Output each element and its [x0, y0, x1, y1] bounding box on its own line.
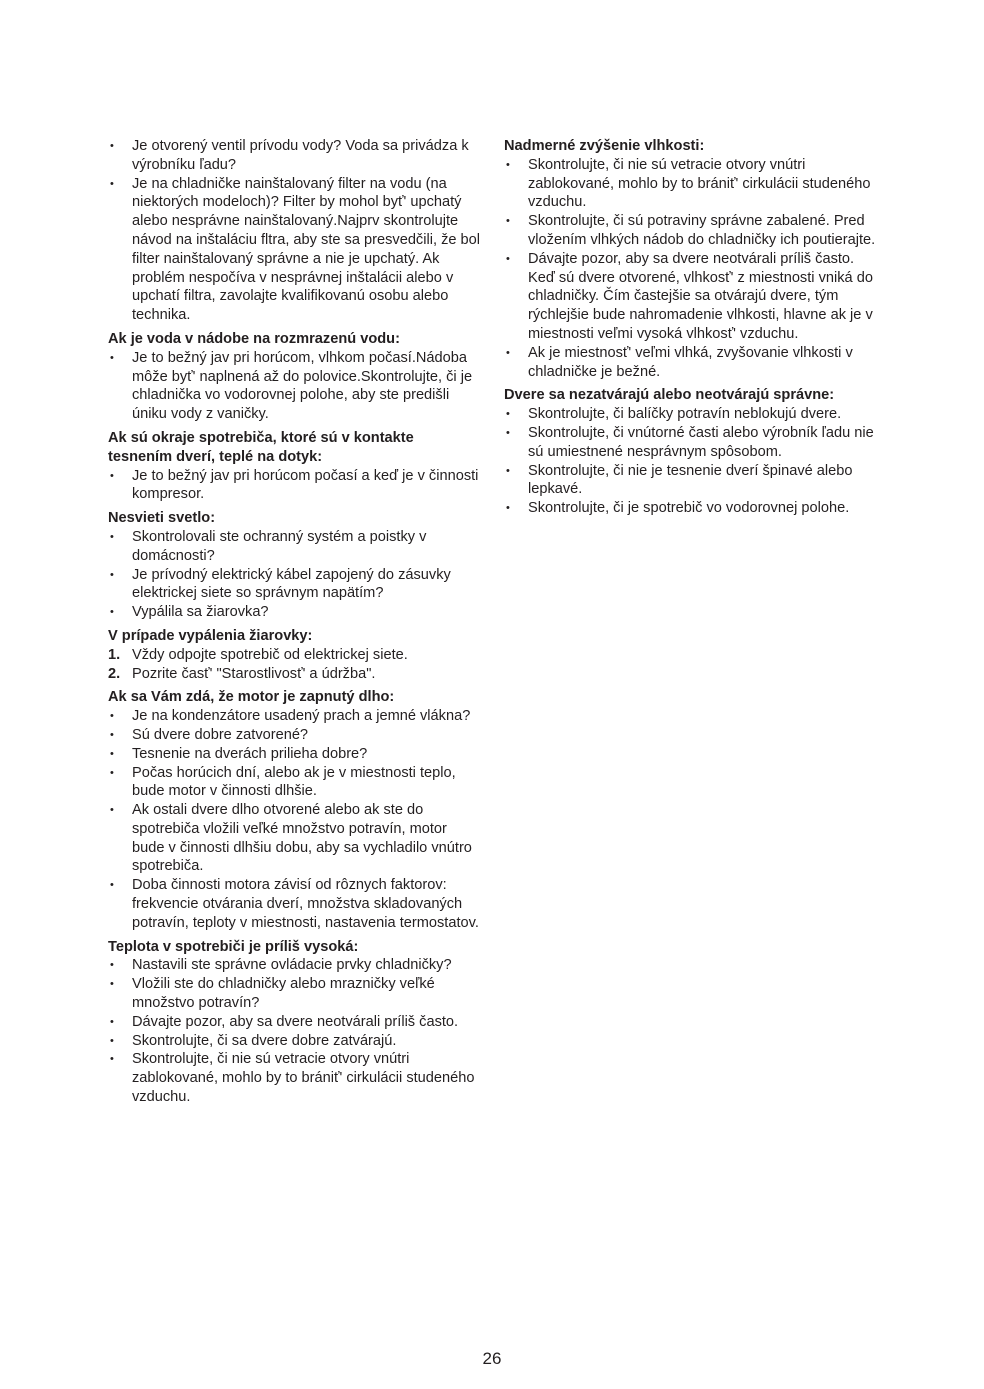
bullet-icon: •: [110, 568, 114, 581]
list-item-text: Skontrolujte, či nie sú vetracie otvory vnútri zablokované, mohlo by to brániť' cirkulácii studeného vzduchu.: [132, 1051, 475, 1106]
section-heading: Dvere sa nezatvárajú alebo neotvárajú správne:: [504, 387, 835, 404]
list-item: [108, 467, 480, 505]
bullet-icon: •: [110, 1053, 114, 1066]
list-item-text: Skontrolujte, či nie je tesnenie dverí špinavé alebo lepkavé.: [528, 462, 853, 498]
bullet-icon: •: [110, 140, 114, 152]
bullet-icon: •: [506, 346, 510, 359]
list-item: [108, 707, 480, 726]
list-item: [108, 876, 480, 932]
list-item-text: Skontrolujte, či vnútorné časti alebo výrobník ľadu nie sú umiestnené nesprávnym spôsobom.: [528, 424, 874, 460]
list-item-text: Tesnenie na dverách prilieha dobre?: [132, 745, 368, 762]
list-item: [108, 975, 480, 1013]
list-item: [108, 137, 480, 175]
bullet-list: [108, 956, 480, 1106]
bullet-icon: •: [110, 530, 114, 543]
bullet-list: [108, 707, 480, 933]
bullet-icon: •: [110, 879, 114, 892]
bullet-list: [108, 528, 480, 622]
list-item-text: Skontrolujte, či sú potraviny správne zabalené. Pred vložením vlhkých nádob do chladničky ich poutierajte.: [528, 213, 876, 248]
list-item-text: Pozrite časť' "Starostlivosť' a údržba".: [132, 665, 376, 682]
list-item: [108, 349, 480, 424]
section-intro: [108, 137, 480, 325]
bullet-icon: •: [110, 1034, 114, 1047]
bullet-icon: •: [506, 252, 510, 265]
list-item: [504, 462, 880, 500]
section-heading: Ak sa Vám zdá, že motor je zapnutý dlho:: [108, 689, 395, 706]
bullet-icon: •: [110, 177, 114, 190]
section-teplota-v-spotrebici-je-prilis-vysoka: [108, 938, 480, 1107]
item-number: 1.: [108, 646, 121, 663]
bullet-icon: •: [506, 502, 510, 515]
bullet-list: [504, 405, 880, 518]
bullet-icon: •: [110, 804, 114, 817]
list-item-text: Skontrolujte, či balíčky potravín neblokujú dvere.: [528, 406, 842, 423]
section-heading: Teplota v spotrebiči je príliš vysoká:: [108, 938, 359, 955]
section-nesvieti-svetlo: [108, 509, 480, 622]
list-item-text: Vložili ste do chladničky alebo mrazničky veľké množstvo potravín?: [132, 976, 435, 1012]
list-item-text: Je prívodný elektrický kábel zapojený do zásuvky elektrickej siete so správnym napätím?: [132, 566, 451, 602]
list-item-text: Skontrolovali ste ochranný systém a poistky v domácnosti?: [132, 528, 427, 564]
list-item: [108, 1050, 480, 1106]
list-item-text: Doba činnosti motora závisí od rôznych faktorov: frekvencie otvárania dverí, množstva skladovaných potravín, teploty v miestnosti, nastavenia termostatov.: [132, 877, 479, 931]
bullet-icon: •: [110, 710, 114, 723]
list-item: [504, 156, 880, 212]
list-item-text: Počas horúcich dní, alebo ak je v miestnosti teplo, bude motor v činnosti dlhšie.: [132, 764, 456, 800]
list-item-text: Skontrolujte, či je spotrebič vo vodorovnej polohe.: [528, 500, 850, 517]
bullet-icon: •: [110, 351, 114, 364]
section-heading: Ak je voda v nádobe na rozmrazenú vodu:: [108, 330, 400, 347]
list-item-text: Je to bežný jav pri horúcom počasí a keď je v činnosti kompresor.: [132, 467, 479, 503]
list-item-text: Nastavili ste správne ovládacie prvky chladničky?: [132, 957, 452, 974]
bullet-list: [504, 156, 880, 382]
right-column: [504, 137, 880, 518]
numbered-list: [108, 646, 480, 684]
list-item-text: Je to bežný jav pri horúcom, vlhkom počasí.Nádoba môže byť' naplnená až do polovice.Skontrolujte, či je chladnička vo vodorovnej polohe, aby ste predišli úniku vody z vaničky.: [132, 349, 473, 423]
list-item: [108, 528, 480, 566]
bullet-icon: •: [110, 747, 114, 760]
bullet-icon: •: [506, 426, 510, 439]
list-item: [108, 646, 480, 665]
bullet-icon: •: [506, 158, 510, 171]
bullet-list: [108, 137, 480, 325]
bullet-icon: •: [506, 408, 510, 421]
section-heading: Ak sú okraje spotrebiča, ktoré sú v kontakte tesnením dverí, teplé na dotyk:: [108, 429, 414, 465]
bullet-icon: •: [506, 464, 510, 477]
page-number: 26: [482, 1349, 502, 1368]
bullet-icon: •: [110, 959, 114, 972]
list-item-text: Dávajte pozor, aby sa dvere neotvárali príliš často.: [132, 1013, 459, 1030]
list-item-text: Skontrolujte, či nie sú vetracie otvory vnútri zablokované, mohlo by to brániť' cirkulácii studeného vzduchu.: [528, 156, 871, 211]
list-item-text: Ak ostali dvere dlho otvorené alebo ak ste do spotrebiča vložili veľké množstvo potravín, motor bude v činnosti dlhšiu dobu, aby sa vychladilo vnútro spotrebiča.: [132, 802, 472, 875]
item-number: 2.: [108, 665, 121, 682]
left-column: [108, 137, 480, 1107]
list-item: [108, 665, 480, 684]
list-item: [504, 212, 880, 250]
list-item: [108, 726, 480, 745]
section-heading: V prípade vypálenia žiarovky:: [108, 627, 313, 644]
section-ak-su-okraje-spotrebica-ktore-su-v-konta: [108, 429, 480, 504]
list-item: [504, 499, 880, 518]
list-item: [108, 603, 480, 622]
list-item-text: Vypálila sa žiarovka?: [132, 604, 269, 621]
list-item: [108, 175, 480, 325]
list-item: [504, 250, 880, 344]
list-item: [108, 566, 480, 604]
list-item-text: Ak je miestnosť' veľmi vlhká, zvyšovanie vlhkosti v chladničke je bežné.: [528, 344, 853, 380]
section-v-pripade-vypalenia-ziarovky: [108, 627, 480, 683]
list-item-text: Je otvorený ventil prívodu vody? Voda sa privádza k výrobníku ľadu?: [132, 138, 469, 173]
bullet-icon: •: [506, 215, 510, 228]
list-item-text: Dávajte pozor, aby sa dvere neotvárali príliš často. Keď sú dvere otvorené, vlhkosť' z miestnosti vniká do chladničky. Čím častejšie sa otvárajú dvere, tým rýchlejšie bude nahromadenie vlhkosti, hlavne ak je v miestnosti veľmi vysoká vlhkosť' vzduchu.: [528, 250, 873, 342]
section-dvere-sa-nezatvaraju-alebo-neotvaraju-sp: [504, 386, 880, 518]
bullet-icon: •: [110, 978, 114, 991]
section-heading: Nesvieti svetlo:: [108, 510, 216, 527]
list-item: [108, 801, 480, 876]
list-item: [504, 344, 880, 382]
bullet-list: [108, 467, 480, 505]
bullet-list: [108, 349, 480, 424]
list-item: [108, 764, 480, 802]
list-item-text: Je na chladničke nainštalovaný filter na vodu (na niektorých modeloch)? Filter by mohol byť' upchatý alebo nesprávne nainštalovaný.Najprv skontrolujte návod na inštaláciu fltra, aby ste sa presvedčili, že bol filter nainštalovaný správne a nie je upchatý. Ak problém nespočíva v nesprávnej inštalácii alebo v upchatí filtra, zavolajte kvalifikovanú osobu alebo technika.: [132, 175, 481, 324]
section-ak-je-voda-v-nadobe-na-rozmrazenu-vodu: [108, 330, 480, 424]
bullet-icon: •: [110, 469, 114, 482]
section-nadmerne-zvysenie-vlhkosti: [504, 137, 880, 381]
list-item-text: Vždy odpojte spotrebič od elektrickej siete.: [132, 646, 408, 663]
list-item: [504, 405, 880, 424]
list-item: [108, 956, 480, 975]
list-item-text: Skontrolujte, či sa dvere dobre zatvárajú.: [132, 1032, 397, 1049]
list-item-text: Sú dvere dobre zatvorené?: [132, 726, 309, 743]
bullet-icon: •: [110, 728, 114, 741]
list-item-text: Je na kondenzátore usadený prach a jemné vlákna?: [132, 708, 471, 725]
list-item: [108, 1032, 480, 1051]
section-ak-sa-vam-zda-ze-motor-je-zapnuty-dlho: [108, 688, 480, 932]
list-item: [108, 1013, 480, 1032]
bullet-icon: •: [110, 1015, 114, 1028]
bullet-icon: •: [110, 766, 114, 779]
section-heading: Nadmerné zvýšenie vlhkosti:: [504, 138, 705, 154]
bullet-icon: •: [110, 606, 114, 619]
list-item: [504, 424, 880, 462]
list-item: [108, 745, 480, 764]
